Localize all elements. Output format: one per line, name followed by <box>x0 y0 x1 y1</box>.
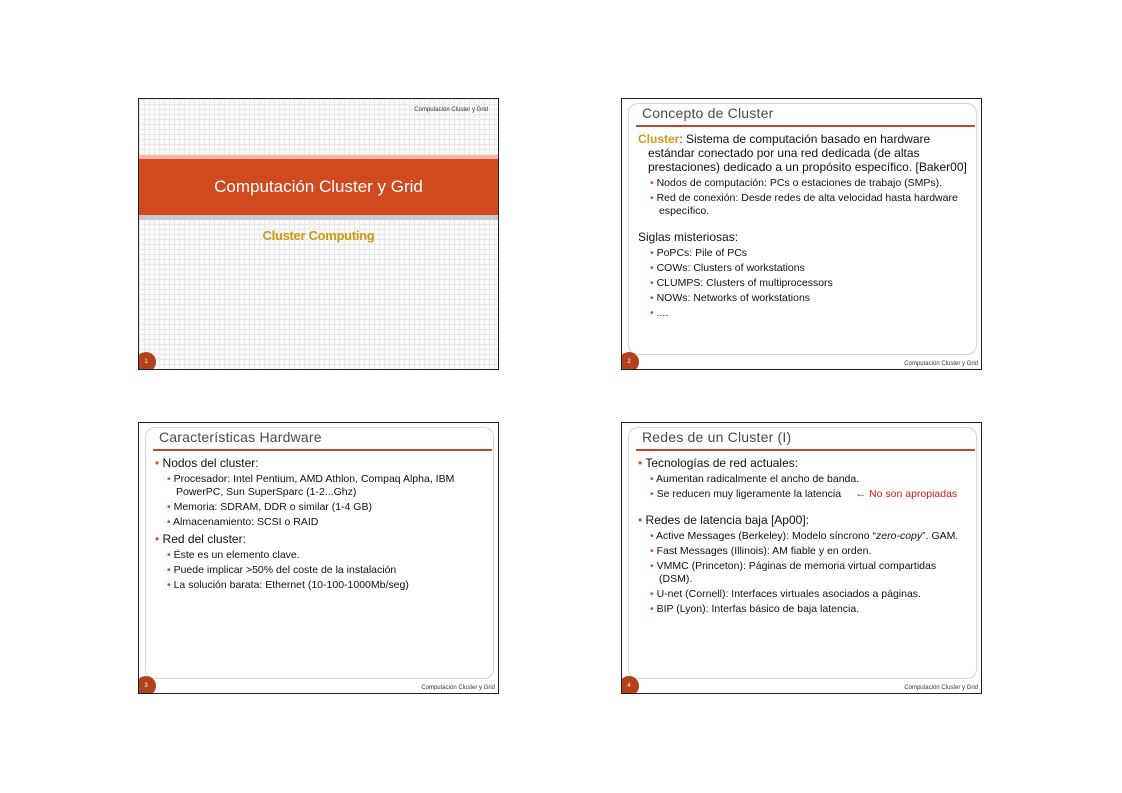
slide-1 <box>138 98 499 370</box>
bullet-heading: • Red del cluster: <box>155 532 246 546</box>
slide-footer: Computación Cluster y Grid <box>421 685 495 691</box>
title-rule <box>636 125 975 127</box>
slide-number: 4 <box>621 676 639 694</box>
list-item: • Memoria: SDRAM, DDR o similar (1-4 GB) <box>167 501 372 513</box>
slide-2 <box>621 98 982 370</box>
title-band-bottom <box>139 215 498 220</box>
section-heading: Siglas misteriosas: <box>638 230 739 244</box>
bullet-heading: • Redes de latencia baja [Ap00]: <box>638 513 809 527</box>
bullet-heading: • Nodos del cluster: <box>155 456 259 470</box>
slide-number: 2 <box>621 352 639 370</box>
definition <box>638 132 973 174</box>
list-item: • Puede implicar >50% del coste de la instalación <box>167 564 397 576</box>
list-item: • Active Messages (Berkeley): Modelo síncrono “zero-copy”. GAM. <box>650 530 959 542</box>
slide-caption: Computación Cluster y Grid <box>414 107 488 113</box>
list-item: • La solución barata: Ethernet (10-100-1000Mb/seg) <box>167 579 409 591</box>
list-item: • Procesador: Intel Pentium, AMD Athlon, Compaq Alpha, IBM PowerPC, Sun SuperSparc (1-2...Ghz) <box>167 473 455 498</box>
list-item: • Nodos de computación: PCs o estaciones de trabajo (SMPs). <box>650 177 942 189</box>
slide-number: 3 <box>138 676 156 694</box>
slide-title: Redes de un Cluster (I) <box>642 429 792 445</box>
title-rule <box>636 449 975 451</box>
definition-term: Cluster <box>638 132 680 146</box>
warning-note: ← No son apropiadas <box>855 488 958 500</box>
list-item: • CLUMPS: Clusters of multiprocessors <box>650 277 833 289</box>
slide-footer: Computación Cluster y Grid <box>904 685 978 691</box>
slide-subtitle: Cluster Computing <box>262 228 375 243</box>
slide-footer: Computación Cluster y Grid <box>904 361 978 367</box>
title-rule <box>153 449 492 451</box>
list-item: • Red de conexión: Desde redes de alta velocidad hasta hardware específico. <box>650 192 958 217</box>
list-item: • Fast Messages (Illinois): AM fiable y en orden. <box>650 545 872 557</box>
list-item: • PoPCs: Pile of PCs <box>650 247 748 259</box>
list-item: • Aumentan radicalmente el ancho de banda. <box>650 473 860 485</box>
list-item: • Almacenamiento: SCSI o RAID <box>167 516 319 528</box>
bullet-heading: • Tecnologías de red actuales: <box>638 456 799 470</box>
slide-content <box>638 456 973 618</box>
slide-title: Características Hardware <box>159 429 322 445</box>
list-item: • VMMC (Princeton): Páginas de memoria virtual compartidas (DSM). <box>650 560 937 585</box>
slide-title: Computación Cluster y Grid <box>139 159 498 215</box>
slide-title: Concepto de Cluster <box>642 105 774 121</box>
definition-text: : Sistema de computación basado en hardware estándar conectado por una red dedicada (de altas prestaciones) dedicado a un propósito específico. [Baker00] <box>648 132 967 174</box>
slide-number: 1 <box>138 352 156 370</box>
slide-3 <box>138 422 499 694</box>
list-item: • BIP (Lyon): Interfas básico de baja latencia. <box>650 603 860 615</box>
slide-content <box>155 456 490 594</box>
list-item: • .... <box>650 307 669 319</box>
list-item: • COWs: Clusters of workstations <box>650 262 805 274</box>
list-item: • NOWs: Networks of workstations <box>650 292 811 304</box>
slide-4 <box>621 422 982 694</box>
slide-content <box>638 132 973 322</box>
list-item: • Éste es un elemento clave. <box>167 549 300 561</box>
list-item: • Se reducen muy ligeramente la latencia ← No son apropiadas <box>650 488 958 500</box>
list-item: • U-net (Cornell): Interfaces virtuales asociados a páginas. <box>650 588 921 600</box>
